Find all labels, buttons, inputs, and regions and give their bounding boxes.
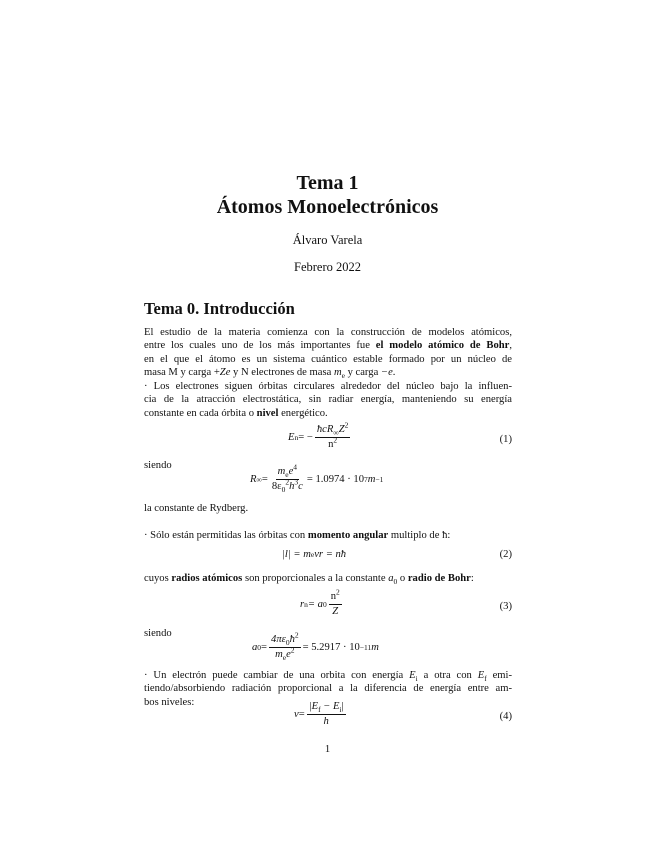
orbits-line-2: cia de la atracción electrostática, sin radiar energía, manteniendo su energía: [144, 394, 512, 406]
eq2-body: |l| = m e vr = nħ: [282, 549, 347, 560]
transition-line-2: tiendo/absorbiendo radiación proporcional a la diferencia de energía entre am-: [144, 683, 512, 695]
eq4-num-sub2: i: [339, 705, 342, 715]
equation-2: [144, 549, 512, 565]
atomic-radii-term: radios atómicos: [171, 573, 243, 584]
intro-line-2-text: entre los cuales uno de los más importantes fue: [144, 340, 376, 352]
equation-4: [144, 701, 512, 735]
eq2-b: vr = nħ: [314, 549, 347, 560]
eq4-num-a: |E: [308, 701, 319, 712]
eq3-den: Z: [332, 606, 339, 617]
ryd-den-sup2: 3: [294, 477, 299, 487]
eq2-number: (2): [499, 549, 512, 560]
var-a0-sub: 0: [393, 577, 398, 587]
eq1-num-sup: 2: [344, 420, 349, 430]
section-heading: Tema 0. Introducción: [144, 299, 295, 318]
transition-line-1-e: emi-: [486, 670, 513, 681]
eq3-body: r n = a 0 $\frac{n^2}{Z}$: [300, 587, 340, 617]
eq4-fraction: [307, 701, 346, 728]
intro-line-3: en el que el átomo es un sistema cuántico estable formado por un núcleo de: [144, 353, 512, 365]
eq1-den: n: [328, 439, 334, 450]
ryd-lhs: R: [250, 474, 257, 485]
bohr-denominator: [273, 645, 296, 663]
bohr-num-sub: 0: [285, 638, 290, 648]
siendo-1: siendo: [144, 460, 172, 471]
var-Ze: Ze: [219, 367, 231, 379]
bohr-num-a: 4πε: [271, 634, 286, 645]
sub-e: e: [341, 371, 345, 381]
bohr-equals: =: [261, 642, 268, 653]
eq1-lhs: E: [288, 432, 295, 443]
eq1-equals: = −: [298, 432, 313, 443]
var-Ef-sub: f: [484, 674, 487, 684]
angular-line-c: multiplo de ħ:: [388, 530, 451, 541]
bohr-line-a: cuyos: [144, 573, 172, 584]
eq4-num-mid: − E: [320, 701, 340, 712]
ryd-num-m: m: [277, 466, 286, 477]
doc-author: Álvaro Varela: [292, 233, 363, 247]
orbits-line-3-c: energético.: [278, 407, 328, 419]
eq3-numerator: [329, 587, 342, 605]
bohr-line-c: son proporcionales a la constante: [242, 573, 389, 584]
doc-title-line1: Tema 1: [296, 172, 359, 194]
equation-1-body: E n = − $\frac{ħcR_\infty Z^2}{n^2}$: [288, 420, 349, 450]
orbits-line-3-a: constante en cada órbita o: [144, 407, 257, 419]
ryd-equals: =: [261, 474, 268, 485]
intro-line-4-a: masa M y carga +: [144, 367, 220, 379]
bohr-den-sup: 2: [290, 645, 295, 655]
bohr-line-e: o: [397, 573, 408, 584]
eq4-lhs: ν: [294, 709, 299, 720]
eq1-denominator: [326, 435, 339, 451]
ryd-num-e: e: [288, 466, 294, 477]
ryd-num-sup: 4: [293, 462, 298, 472]
bohr-fraction: [269, 630, 301, 663]
eq3-denominator: [330, 605, 340, 618]
eq4-body: [294, 701, 348, 728]
ryd-unit: m: [367, 474, 376, 485]
angular-line-a: · Sólo están permitidas las órbitas con: [144, 530, 308, 541]
siendo-2: siendo: [144, 628, 172, 639]
bohr-radius-paragraph: [144, 572, 512, 585]
eq3-eq: = a: [307, 599, 323, 610]
ryd-den-c: c: [298, 481, 303, 492]
var-Ei-sub: i: [415, 674, 418, 684]
eq1-den-sup: 2: [333, 435, 338, 445]
transition-line-1-a: · Un electrón puede cambiar de una orbita con energía: [144, 670, 410, 681]
eq4-denominator: [322, 715, 331, 728]
eq4-num-sub1: f: [318, 705, 321, 715]
eq4-numerator: [307, 701, 346, 715]
eq4-number: (4): [499, 711, 512, 722]
eq4-num-end: |: [341, 701, 344, 712]
bohr-body: a 0 = $\frac{4\pi\varepsilon_0ħ^2}{m_ee^2}$ = 5.2917 · 10 −11 m: [252, 630, 379, 663]
rydberg-caption: la constante de Rydberg.: [144, 503, 249, 514]
nivel-term: nivel: [256, 407, 279, 419]
ryd-den-sup: 2: [285, 477, 290, 487]
bohr-model-term: el modelo atómico de Bohr: [375, 340, 510, 352]
angular-momentum-paragraph: [144, 529, 512, 542]
eq1-num-sub: ∞: [333, 428, 339, 438]
ryd-denominator: [270, 477, 305, 495]
transition-line-1-c: a otra con: [417, 670, 478, 681]
bohr-radius-line: [144, 572, 512, 585]
intro-line-4-c: y N electrones de masa: [230, 367, 334, 379]
equation-1: [144, 420, 512, 458]
bohr-unit: m: [371, 642, 379, 653]
doc-title-line2: Átomos Monoelectrónicos: [216, 196, 439, 218]
angular-line-1: [144, 529, 512, 542]
transition-line-1: [144, 669, 512, 682]
bohr-line-g: :: [470, 573, 474, 584]
eq4-equals: =: [298, 709, 305, 720]
bohr-den-e: e: [286, 649, 291, 660]
bohr-num-sup: 2: [294, 630, 299, 640]
doc-date: Febrero 2022: [294, 260, 361, 274]
rydberg-body: R ∞ = $\frac{m_ee^4}{8\varepsilon_0^2h^3c}$ = 1.0974 · 10 7 m −1: [250, 462, 384, 495]
intro-line-1: El estudio de la materia comienza con la construcción de modelos atómicos,: [144, 327, 512, 338]
bohr-value: = 5.2917 · 10: [302, 642, 360, 653]
var-neg-e: −e: [380, 367, 393, 379]
ryd-fraction: [270, 462, 305, 495]
eq1-number: (1): [499, 434, 512, 445]
eq1-num-a: ħcR: [316, 424, 334, 435]
bohr-den-m: m: [275, 649, 283, 660]
eq3-fraction: [329, 587, 342, 618]
intro-line-4-f: y carga: [344, 367, 381, 379]
intro-paragraph: [144, 326, 512, 380]
ryd-num-sub: e: [285, 470, 289, 480]
ryd-den-a: 8ε: [271, 481, 282, 492]
eq3-number: (3): [499, 601, 512, 612]
ryd-den-h: h: [289, 481, 295, 492]
eq1-num-z: Z: [338, 424, 345, 435]
var-m: m: [333, 367, 342, 379]
eq3-num-sup: 2: [336, 587, 340, 597]
intro-line-4-dot: .: [392, 367, 396, 379]
intro-line-4: [144, 366, 512, 379]
eq3-num: n: [330, 591, 337, 602]
intro-line-2: [144, 339, 512, 352]
orbits-line-3: [144, 407, 512, 420]
equation-3: [144, 587, 512, 625]
orbits-paragraph: [144, 380, 512, 420]
bohr-lhs: a: [252, 642, 258, 653]
eq3-lhs: r: [300, 599, 305, 610]
orbits-line-1: · Los electrones siguen órbitas circulares alrededor del núcleo bajo la influen-: [144, 381, 512, 392]
page-number: 1: [324, 744, 331, 755]
var-Ei: E: [409, 670, 416, 681]
bohr-den-sub: e: [282, 653, 287, 663]
ryd-den-sub: 0: [281, 485, 286, 495]
eq2-a: |l| = m: [282, 549, 311, 560]
bohr-numerator: [269, 630, 301, 648]
angular-momentum-term: momento angular: [307, 530, 389, 541]
transition-line-3: bos niveles:: [144, 696, 195, 708]
var-Ef: E: [477, 670, 485, 681]
ryd-value: = 1.0974 · 10: [306, 474, 365, 485]
intro-line-2-comma: ,: [509, 340, 512, 352]
eq4-den: h: [323, 716, 329, 727]
var-a0: a: [388, 573, 394, 584]
bohr-num-h: ħ: [289, 634, 295, 645]
bohr-radius-term: radio de Bohr: [407, 573, 471, 584]
